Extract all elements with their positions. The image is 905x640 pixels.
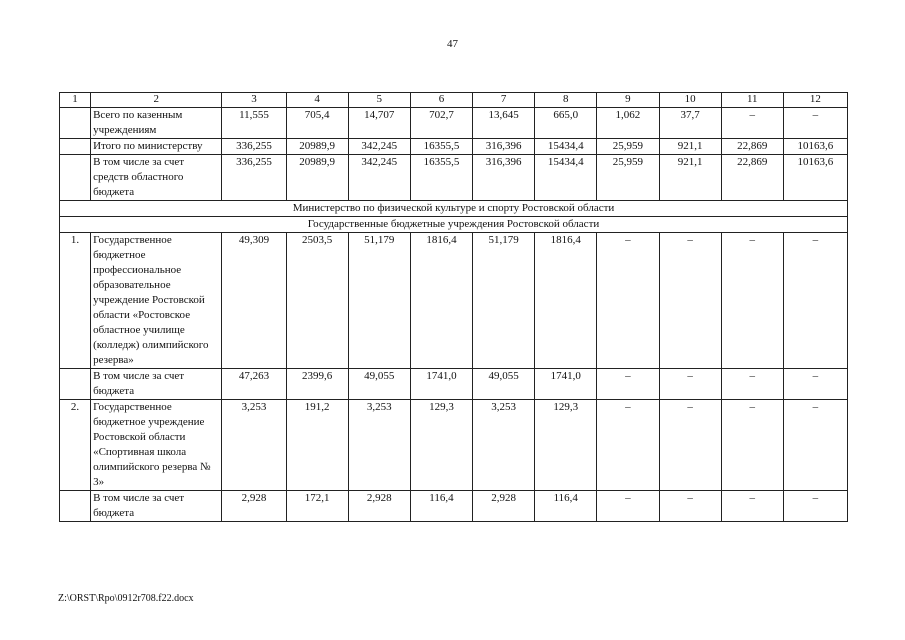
- cell-value: 15434,4: [535, 139, 597, 155]
- cell-value: 1816,4: [535, 233, 597, 369]
- row-name: В том числе за счет бюджета: [91, 491, 222, 522]
- table-row: [60, 155, 848, 201]
- cell-value: 665,0: [535, 108, 597, 139]
- cell-value: –: [597, 400, 659, 491]
- cell-value: 49,309: [222, 233, 286, 369]
- table-row: [60, 491, 848, 522]
- row-name: Всего по казенным учреждениям: [91, 108, 222, 139]
- cell-value: 336,255: [222, 155, 286, 201]
- row-number: [60, 139, 91, 155]
- table-row: [60, 369, 848, 400]
- row-name: В том числе за счет средств областного бюджета: [91, 155, 222, 201]
- column-header: 2: [91, 93, 222, 108]
- ministry-title: Министерство по физической культуре и спорту Ростовской области: [60, 201, 848, 217]
- cell-value: 10163,6: [783, 155, 847, 201]
- file-path: Z:\ORST\Rpo\0912r708.f22.docx: [58, 593, 194, 604]
- cell-value: 22,869: [721, 139, 783, 155]
- cell-value: 14,707: [348, 108, 410, 139]
- cell-value: 20989,9: [286, 139, 348, 155]
- cell-value: –: [721, 108, 783, 139]
- cell-value: 342,245: [348, 155, 410, 201]
- cell-value: 921,1: [659, 155, 721, 201]
- cell-value: –: [597, 491, 659, 522]
- column-header: 4: [286, 93, 348, 108]
- cell-value: 2399,6: [286, 369, 348, 400]
- cell-value: 49,055: [473, 369, 535, 400]
- column-header: 6: [410, 93, 472, 108]
- cell-value: 15434,4: [535, 155, 597, 201]
- table-row: [60, 139, 848, 155]
- column-header: 5: [348, 93, 410, 108]
- cell-value: 705,4: [286, 108, 348, 139]
- cell-value: 702,7: [410, 108, 472, 139]
- column-header: 7: [473, 93, 535, 108]
- cell-value: 47,263: [222, 369, 286, 400]
- row-number: [60, 491, 91, 522]
- column-header: 8: [535, 93, 597, 108]
- cell-value: –: [721, 400, 783, 491]
- cell-value: –: [783, 369, 847, 400]
- page-number: 47: [447, 38, 458, 50]
- cell-value: 316,396: [473, 139, 535, 155]
- cell-value: 11,555: [222, 108, 286, 139]
- table-row: [60, 400, 848, 491]
- cell-value: –: [783, 108, 847, 139]
- cell-value: 116,4: [535, 491, 597, 522]
- budget-table: [59, 92, 848, 522]
- cell-value: –: [659, 491, 721, 522]
- row-number: 2.: [60, 400, 91, 491]
- cell-value: 172,1: [286, 491, 348, 522]
- column-header: 10: [659, 93, 721, 108]
- row-name: В том числе за счет бюджета: [91, 369, 222, 400]
- table-row: [60, 108, 848, 139]
- cell-value: 1816,4: [410, 233, 472, 369]
- cell-value: 3,253: [348, 400, 410, 491]
- cell-value: 25,959: [597, 155, 659, 201]
- cell-value: 10163,6: [783, 139, 847, 155]
- cell-value: –: [783, 491, 847, 522]
- cell-value: 16355,5: [410, 139, 472, 155]
- cell-value: –: [659, 233, 721, 369]
- cell-value: 316,396: [473, 155, 535, 201]
- cell-value: 129,3: [410, 400, 472, 491]
- cell-value: 342,245: [348, 139, 410, 155]
- cell-value: –: [659, 400, 721, 491]
- cell-value: 1,062: [597, 108, 659, 139]
- cell-value: 921,1: [659, 139, 721, 155]
- row-number: [60, 108, 91, 139]
- cell-value: 51,179: [348, 233, 410, 369]
- column-header: 1: [60, 93, 91, 108]
- row-name: Итого по министерству: [91, 139, 222, 155]
- row-number: 1.: [60, 233, 91, 369]
- cell-value: 129,3: [535, 400, 597, 491]
- cell-value: 16355,5: [410, 155, 472, 201]
- cell-value: 1741,0: [535, 369, 597, 400]
- section-row: [60, 217, 848, 233]
- cell-value: 49,055: [348, 369, 410, 400]
- cell-value: 2,928: [222, 491, 286, 522]
- summary-rows: [60, 108, 848, 201]
- cell-value: –: [783, 400, 847, 491]
- cell-value: –: [659, 369, 721, 400]
- column-header: 9: [597, 93, 659, 108]
- cell-value: 22,869: [721, 155, 783, 201]
- section-row: [60, 201, 848, 217]
- row-number: [60, 155, 91, 201]
- column-header: 3: [222, 93, 286, 108]
- cell-value: 191,2: [286, 400, 348, 491]
- institution-type-title: Государственные бюджетные учреждения Ростовской области: [60, 217, 848, 233]
- table-row: [60, 233, 848, 369]
- row-number: [60, 369, 91, 400]
- row-name: Государственное бюджетное профессиональное образовательное учреждение Ростовской области «Ростовское областное училище (колледж) олимпийского резерва»: [91, 233, 222, 369]
- cell-value: –: [721, 491, 783, 522]
- cell-value: 37,7: [659, 108, 721, 139]
- cell-value: 20989,9: [286, 155, 348, 201]
- institution-rows: [60, 233, 848, 522]
- column-header: 11: [721, 93, 783, 108]
- cell-value: –: [597, 233, 659, 369]
- cell-value: –: [721, 369, 783, 400]
- cell-value: 1741,0: [410, 369, 472, 400]
- cell-value: 3,253: [473, 400, 535, 491]
- cell-value: 25,959: [597, 139, 659, 155]
- cell-value: 2,928: [473, 491, 535, 522]
- cell-value: –: [597, 369, 659, 400]
- cell-value: 116,4: [410, 491, 472, 522]
- cell-value: –: [783, 233, 847, 369]
- cell-value: 3,253: [222, 400, 286, 491]
- cell-value: –: [721, 233, 783, 369]
- cell-value: 2503,5: [286, 233, 348, 369]
- column-header: 12: [783, 93, 847, 108]
- cell-value: 2,928: [348, 491, 410, 522]
- column-header-row: [60, 93, 848, 108]
- row-name: Государственное бюджетное учреждение Ростовской области «Спортивная школа олимпийского резерва № 3»: [91, 400, 222, 491]
- cell-value: 13,645: [473, 108, 535, 139]
- cell-value: 51,179: [473, 233, 535, 369]
- cell-value: 336,255: [222, 139, 286, 155]
